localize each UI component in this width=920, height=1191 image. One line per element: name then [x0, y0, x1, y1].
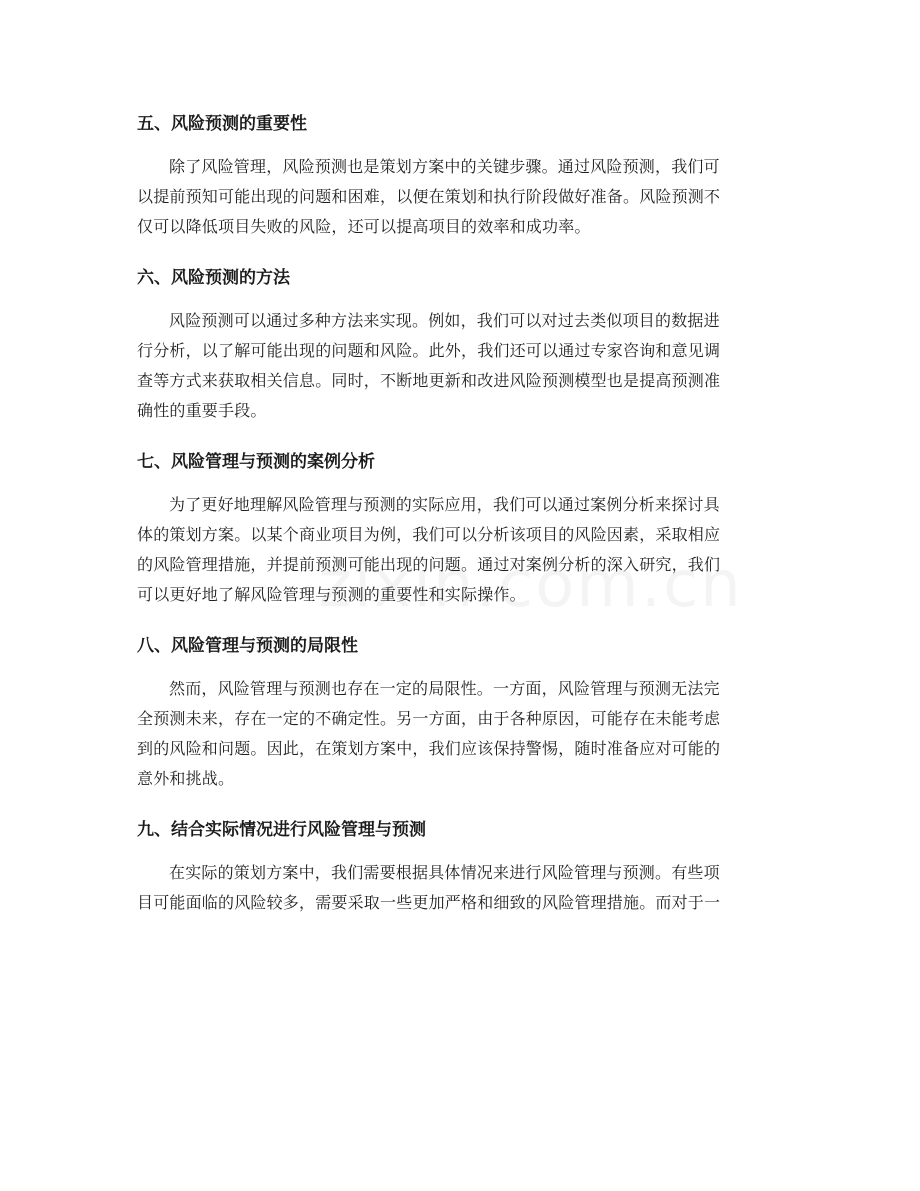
- paragraph-line: 目可能面临的风险较多，需要采取一些更加严格和细致的风险管理措施。而对于一: [137, 893, 721, 912]
- section-paragraph: [137, 306, 785, 426]
- paragraph-line: 的风险管理措施，并提前预测可能出现的问题。通过对案例分析的深入研究，我们: [137, 555, 721, 574]
- paragraph-line: 查等方式来获取相关信息。同时，不断地更新和改进风险预测模型也是提高预测准: [137, 371, 721, 390]
- paragraph-line: 为了更好地理解风险管理与预测的实际应用，我们可以通过案例分析来探讨具: [169, 495, 720, 514]
- paragraph-line: 以提前预知可能出现的问题和困难，以便在策划和执行阶段做好准备。风险预测不: [137, 187, 721, 206]
- paragraph-line: 仅可以降低项目失败的风险，还可以提高项目的效率和成功率。: [137, 217, 591, 236]
- section-8: [137, 626, 785, 794]
- paragraph-line: 然而，风险管理与预测也存在一定的局限性。一方面，风险管理与预测无法完: [169, 679, 720, 698]
- paragraph-line: 行分析，以了解可能出现的问题和风险。此外，我们还可以通过专家咨询和意见调: [137, 341, 721, 360]
- paragraph-line: 全预测未来，存在一定的不确定性。另一方面，由于各种原因，可能存在未能考虑: [137, 709, 721, 728]
- section-paragraph: [137, 858, 785, 918]
- paragraph-line: 可以更好地了解风险管理与预测的重要性和实际操作。: [137, 585, 526, 604]
- section-heading: 九、结合实际情况进行风险管理与预测: [137, 820, 426, 840]
- section-paragraph: [137, 674, 785, 794]
- section-heading: 五、风险预测的重要性: [137, 114, 307, 134]
- section-heading: 六、风险预测的方法: [137, 268, 290, 288]
- section-6: [137, 258, 785, 426]
- paragraph-line: 到的风险和问题。因此，在策划方案中，我们应该保持警惕，随时准备应对可能的: [137, 739, 721, 758]
- paragraph-line: 确性的重要手段。: [137, 401, 267, 420]
- paragraph-line: 风险预测可以通过多种方法来实现。例如，我们可以对过去类似项目的数据进: [169, 311, 720, 330]
- section-heading: 七、风险管理与预测的案例分析: [137, 452, 375, 472]
- section-heading: 八、风险管理与预测的局限性: [137, 636, 358, 656]
- section-9: [137, 810, 785, 918]
- section-paragraph: [137, 152, 785, 242]
- paragraph-line: 除了风险管理，风险预测也是策划方案中的关键步骤。通过风险预测，我们可: [169, 157, 720, 176]
- section-7: [137, 442, 785, 610]
- section-paragraph: [137, 490, 785, 610]
- paragraph-line: 意外和挑战。: [137, 769, 235, 788]
- paragraph-line: 体的策划方案。以某个商业项目为例，我们可以分析该项目的风险因素，采取相应: [137, 525, 721, 544]
- document-content: [137, 104, 785, 934]
- paragraph-line: 在实际的策划方案中，我们需要根据具体情况来进行风险管理与预测。有些项: [169, 863, 720, 882]
- section-5: [137, 104, 785, 242]
